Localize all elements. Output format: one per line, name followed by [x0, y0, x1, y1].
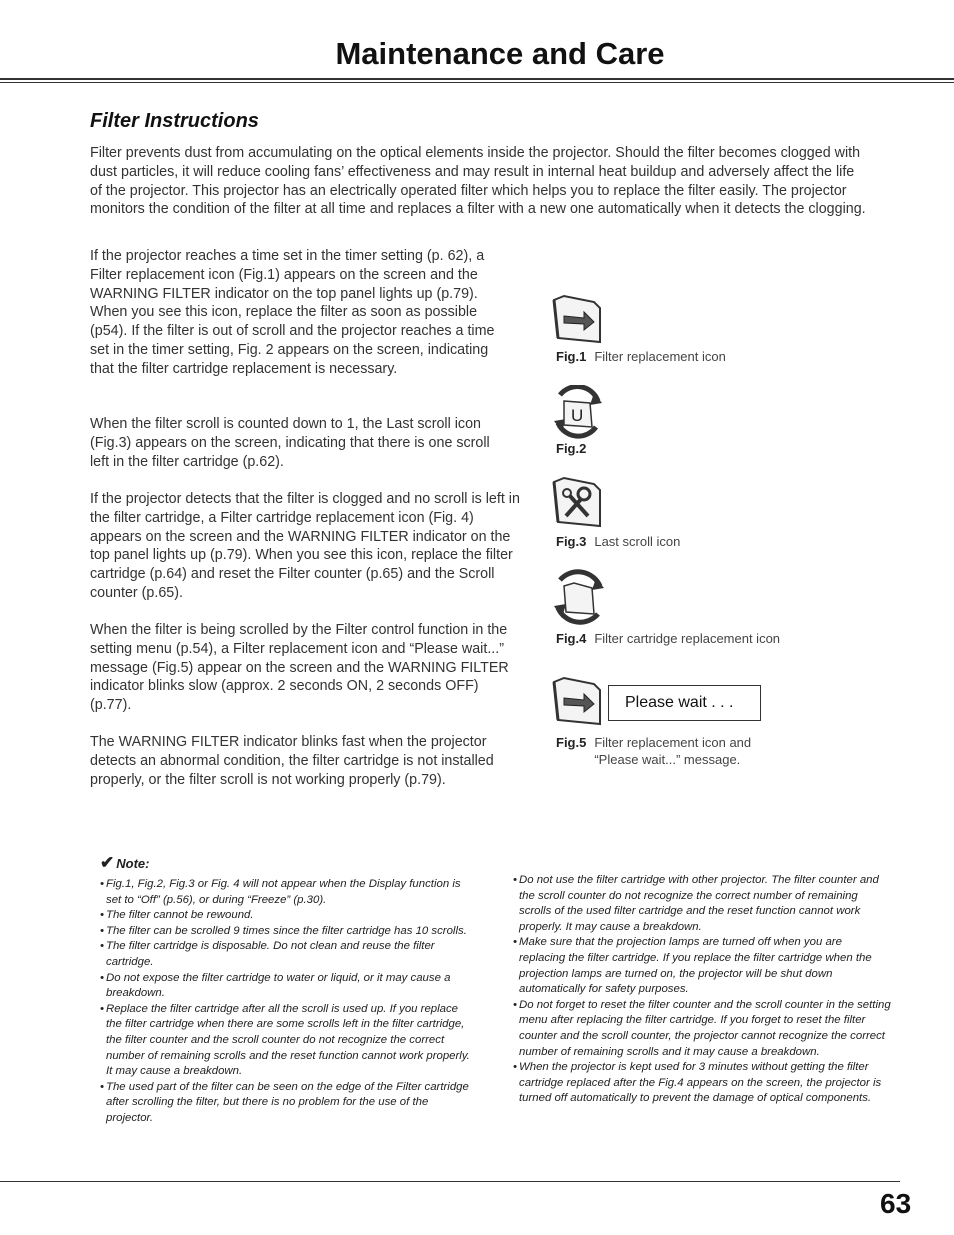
fig1-caption: Fig.1 Filter replacement icon — [556, 349, 726, 364]
paragraph-last-scroll: When the filter scroll is counted down to 1, the Last scroll icon (Fig.3) appears on the screen, indicating that there is one scroll left in the filter cartridge (p.62). — [90, 416, 490, 470]
note-item: • The filter cannot be rewound. — [100, 908, 475, 924]
note-item: • Fig.1, Fig.2, Fig.3 or Fig. 4 will not appear when the Display function is set to “Off” (p.56), or during “Freeze” (p.30). — [100, 877, 475, 908]
svg-text:U: U — [571, 406, 584, 425]
note-heading: ✔ Note: — [100, 853, 150, 872]
note-item: • Do not expose the filter cartridge to water or liquid, or it may cause a breakdown. — [100, 971, 475, 1002]
note-item: • The filter can be scrolled 9 times since the filter cartridge has 10 scrolls. — [100, 924, 475, 940]
note-item: • Do not use the filter cartridge with other projector. The filter counter and the scroll counter do not recognize the correct number of remaining scrolls of the used filter cartridge and the reset function cannot work properly. It may cause a breakdown. — [513, 873, 891, 935]
note-item: • Make sure that the projection lamps are turned off when you are replacing the filter cartridge. If you replace the filter cartridge when the projection lamps are turned on, the projector will be shut down automatically for safety purposes. — [513, 935, 891, 997]
fig3-caption: Fig.3 Last scroll icon — [556, 534, 681, 549]
note-item: • Do not forget to reset the filter counter and the scroll counter in the setting menu after replacing the filter cartridge. If you forget to reset the filter counter and the scroll counter, the projector cannot recognize the correct number of remaining scrolls and it may cause a breakdown. — [513, 998, 891, 1060]
last-scroll-icon — [550, 476, 604, 530]
title-rule — [0, 78, 954, 80]
page-number: 63 — [880, 1188, 912, 1219]
filter-cartridge-u-icon — [550, 385, 606, 439]
fig2-caption: Fig.2 — [556, 441, 587, 456]
paragraph-scrolling: When the filter is being scrolled by the Filter control function in the setting menu (p.54), a Filter replacement icon and “Please wait...” message (Fig.5) appear on the screen and the WARNING FILTER indicator blinks slow (approx. 2 seconds ON, 2 seconds OFF) (p.77). — [90, 622, 509, 714]
intro-paragraph: Filter prevents dust from accumulating on the optical elements inside the projector. Should the filter becomes clogged with dust particles, it will reduce cooling fans’ effectiveness and may result in internal heat buildup and adversely affect the life of the projector. This projector has an electrically operated filter which helps you to replace the filter easily. The projector monitors the condition of the filter at all time and replaces a filter with a new one automatically when it detects the clogging. — [90, 145, 866, 218]
filter-cartridge-replacement-icon — [550, 568, 608, 626]
note-item: • The filter cartridge is disposable. Do not clean and reuse the filter cartridge. — [100, 939, 475, 970]
note-item: • The used part of the filter can be seen on the edge of the Filter cartridge after scrolling the filter, but there is no problem for the use of the projector. — [100, 1080, 475, 1127]
note-item: • When the projector is kept used for 3 minutes without getting the filter cartridge replaced after the Fig.4 appears on the screen, the projector is turned off automatically to prevent the damage of optical components. — [513, 1060, 891, 1107]
please-wait-message: Please wait . . . — [608, 685, 761, 721]
checkmark-icon: ✔ — [100, 853, 115, 872]
filter-replacement-icon — [550, 676, 604, 728]
footer-rule — [0, 1181, 900, 1182]
notes-left-list — [100, 877, 475, 1127]
note-item: • Replace the filter cartridge after all the scroll is used up. If you replace the filter cartridge when there are some scrolls left in the filter cartridge, the filter counter and the scroll counter do not recognize the correct number of remaining scrolls and the reset function cannot work properly. It may cause a breakdown. — [100, 1002, 475, 1080]
title-rule-thin — [0, 82, 954, 83]
fig5-caption: Fig.5 Filter replacement icon and “Please wait...” message. — [556, 735, 752, 767]
filter-replacement-icon — [550, 294, 604, 346]
fig4-caption: Fig.4 Filter cartridge replacement icon — [556, 631, 781, 646]
section-title: Filter Instructions — [90, 110, 259, 132]
paragraph-warning: The WARNING FILTER indicator blinks fast when the projector detects an abnormal condition, the filter cartridge is not installed properly, or the filter scroll is not working properly (p.79). — [90, 734, 494, 788]
notes-right-list — [513, 873, 891, 1107]
paragraph-clogged: If the projector detects that the filter is clogged and no scroll is left in the filter cartridge, a Filter cartridge replacement icon (Fig. 4) appears on the screen and the WARNING FILTER indicator on the top panel lights up (p.79). When you see this icon, replace the filter cartridge (p.64) and reset the Filter counter (p.65) and the Scroll counter (p.65). — [90, 491, 520, 601]
paragraph-timer: If the projector reaches a time set in the timer setting (p. 62), a Filter replacement icon (Fig.1) appears on the screen and the WARNING FILTER indicator on the top panel lights up (p.79). When you see this icon, replace the filter as soon as possible (p54). If the filter is out of scroll and the projector reaches a time set in the timer setting, Fig. 2 appears on the screen, indicating that the filter cartridge replacement is necessary. — [90, 248, 495, 377]
page-title: Maintenance and Care — [335, 36, 665, 71]
